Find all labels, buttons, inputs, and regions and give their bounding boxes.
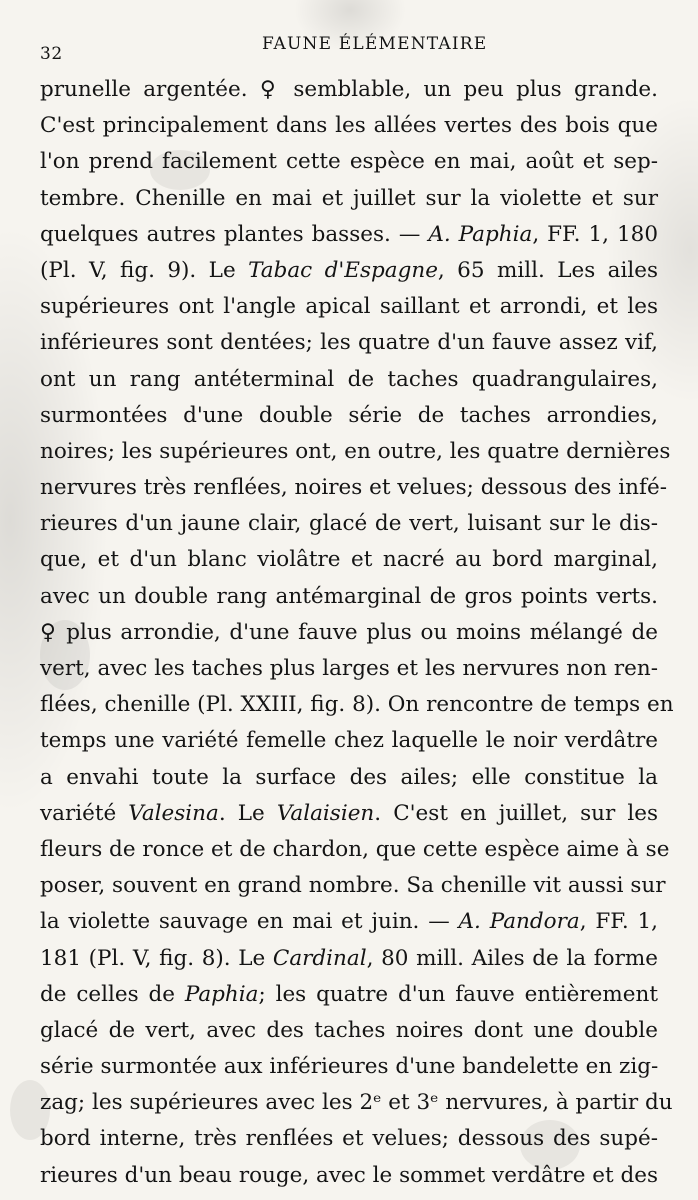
text-segment: a envahi toute la surface des ailes; elle constitue la <box>40 764 658 790</box>
text-line <box>40 72 658 108</box>
text-line <box>40 398 658 434</box>
italic-text: Valesina <box>128 800 219 826</box>
text-segment: nervures très renflées, noires et velues; dessous des infé- <box>40 475 667 501</box>
text-segment: poser, souvent en grand nombre. Sa chenille vit aussi sur <box>40 873 666 899</box>
text-segment: avec un double rang antémarginal de gros points verts. <box>40 583 658 609</box>
body-text <box>40 72 674 1194</box>
text-segment: vert, avec les taches plus larges et les nervures non ren- <box>40 656 658 681</box>
text-line <box>40 651 658 687</box>
text-line <box>40 217 658 253</box>
text-segment: ; les quatre d'un fauve entièrement <box>258 981 658 1007</box>
text-segment: surmontées d'une double série de taches arrondies, <box>40 402 658 428</box>
text-line <box>40 687 674 723</box>
text-line <box>40 1158 658 1194</box>
text-segment: ♀ plus arrondie, d'une fauve plus ou moins mélangé de <box>40 619 658 645</box>
text-segment: rieures d'un beau rouge, avec le sommet verdâtre et des <box>40 1162 658 1188</box>
italic-text: Tabac d'Espagne <box>248 257 438 283</box>
page-number: 32 <box>40 44 63 64</box>
text-segment: flées, chenille (Pl. XXIII, fig. 8). On rencontre de temps en <box>40 692 674 718</box>
text-segment: fleurs de ronce et de chardon, que cette espèce aime à se <box>40 836 670 862</box>
text-line <box>40 362 658 398</box>
text-segment: temps une variété femelle chez laquelle le noir verdâtre <box>40 728 658 754</box>
text-line <box>40 868 666 904</box>
text-line <box>40 144 658 180</box>
text-line <box>40 325 658 361</box>
text-segment: variété <box>40 800 129 826</box>
text-line <box>40 470 667 506</box>
page-header <box>40 34 660 64</box>
text-segment: la violette sauvage en mai et juin. — <box>40 909 459 935</box>
running-head: FAUNE ÉLÉMENTAIRE <box>262 34 488 54</box>
italic-text: Cardinal <box>272 945 367 971</box>
text-segment: série surmontée aux inférieures d'une bandelette en zig- <box>40 1054 659 1080</box>
text-segment: inférieures sont dentées; les quatre d'un fauve assez vif, <box>40 330 658 356</box>
text-line <box>40 579 658 615</box>
text-line <box>40 506 658 542</box>
text-line <box>40 832 670 868</box>
text-segment: , FF. 1, <box>579 909 658 935</box>
text-segment: C'est principalement dans les allées vertes des bois que <box>40 113 658 139</box>
text-segment: l'on prend facilement cette espèce en mai, août et sep- <box>40 149 658 175</box>
text-line <box>40 434 671 470</box>
text-segment: glacé de vert, avec des taches noires dont une double <box>40 1017 658 1043</box>
text-segment: noires; les supérieures ont, en outre, les quatre dernières <box>40 438 671 464</box>
text-segment: , 65 mill. Les ailes <box>437 257 658 283</box>
text-segment: , FF. 1, 180 <box>532 221 658 247</box>
text-segment: . C'est en juillet, sur les <box>374 800 658 826</box>
text-segment: bord interne, très renflées et velues; dessous des supé- <box>40 1126 658 1152</box>
text-segment: ont un rang antéterminal de taches quadrangulaires, <box>40 366 658 392</box>
italic-text: Paphia <box>184 981 259 1007</box>
italic-text: Valaisien <box>276 800 375 826</box>
text-line <box>40 723 658 759</box>
text-segment: . Le <box>218 800 277 826</box>
text-line <box>40 181 658 217</box>
text-line <box>40 977 658 1013</box>
text-line <box>40 615 658 651</box>
text-segment: zag; les supérieures avec les 2ᵉ et 3ᵉ nervures, à partir du <box>40 1090 673 1116</box>
text-segment: tembre. Chenille en mai et juillet sur la violette et sur <box>40 185 658 211</box>
text-line <box>40 904 658 940</box>
text-line <box>40 108 658 144</box>
text-segment: (Pl. V, fig. 9). Le <box>40 257 249 283</box>
italic-text: A. Paphia <box>428 221 533 247</box>
text-line <box>40 1013 658 1049</box>
text-line <box>40 1049 658 1085</box>
text-segment: rieures d'un jaune clair, glacé de vert, luisant sur le dis- <box>40 511 658 537</box>
text-line <box>40 1121 658 1157</box>
text-segment: supérieures ont l'angle apical saillant et arrondi, et les <box>40 294 658 320</box>
text-line <box>40 542 658 578</box>
text-segment: de celles de <box>40 981 185 1007</box>
text-segment: 181 (Pl. V, fig. 8). Le <box>40 945 273 971</box>
italic-text: A. Pandora <box>458 909 580 935</box>
text-line <box>40 253 658 289</box>
text-line <box>40 941 658 977</box>
text-line <box>40 289 658 325</box>
text-segment: quelques autres plantes basses. — <box>40 221 429 247</box>
text-segment: que, et d'un blanc violâtre et nacré au bord marginal, <box>40 547 658 573</box>
text-line <box>40 1085 673 1121</box>
text-segment: prunelle argentée. ♀ semblable, un peu plus grande. <box>40 77 658 102</box>
text-line <box>40 760 658 796</box>
text-segment: , 80 mill. Ailes de la forme <box>366 945 658 971</box>
text-line <box>40 796 658 832</box>
